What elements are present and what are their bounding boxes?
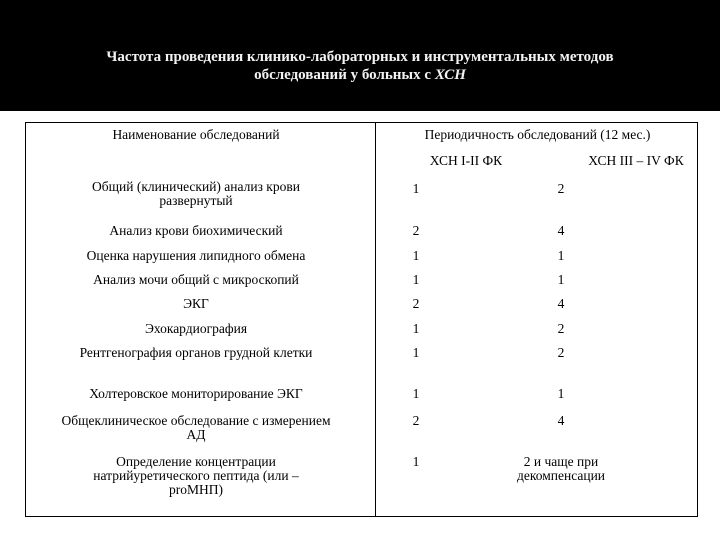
exam-name: Холтеровское мониторирование ЭКГ — [89, 386, 303, 401]
col-header-periodicity: Периодичность обследований (12 мес.) — [424, 127, 651, 142]
exam-name: Рентгенография органов грудной клетки — [79, 345, 313, 360]
title-line-2-prefix: обследований у больных с — [254, 67, 432, 83]
slide-title — [0, 48, 720, 84]
exam-name: Общий (клинический) анализ крови развернутый — [92, 179, 300, 208]
sub-header-fc-1-2: ХСН I-II ФК — [429, 153, 503, 168]
column-divider — [375, 123, 376, 516]
exam-name: Определение концентрации натрийуретического пептида (или – proМНП) — [93, 454, 299, 497]
exam-name: Анализ крови биохимический — [109, 223, 283, 238]
title-line-1: Частота проведения клинико-лабораторных и инструментальных методов — [106, 49, 614, 65]
exam-name: Общеклиническое обследование с измерением АД — [61, 413, 331, 442]
col-header-exam-name: Наименование обследований — [112, 127, 280, 142]
exam-name: Оценка нарушения липидного обмена — [86, 248, 306, 263]
title-bar — [0, 0, 720, 111]
sub-header-fc-3-4: ХСН III – IV ФК — [588, 153, 684, 168]
exam-frequency-table: Наименование обследований Периодичность обследований (12 мес.) ХСН I-II ФК ХСН III – IV ФК Общий (клинический) анализ крови развернутый 1 2 Анализ крови биохимический 2 4 Оценка нарушения липидного обмена 1 1 Анализ мочи общий с микроскопий 1 1 ЭКГ 2 4 Эхокардиография 1 2 Рентгенография органов грудной клетки 1 2 Холтеровское мониторирование ЭКГ 1 1 Общеклиническое обследование с измерением АД 2 4 Определение концентрации натрийуретического пептида (или – proМНП) 1 2 и чаще при декомпенсации — [25, 122, 698, 517]
exam-name: ЭКГ — [183, 296, 209, 311]
exam-name: Эхокардиография — [144, 321, 248, 336]
title-line-2-italic: ХСН — [434, 67, 466, 83]
title-line-2 — [0, 66, 720, 84]
exam-name: Анализ мочи общий с микроскопий — [93, 272, 299, 287]
